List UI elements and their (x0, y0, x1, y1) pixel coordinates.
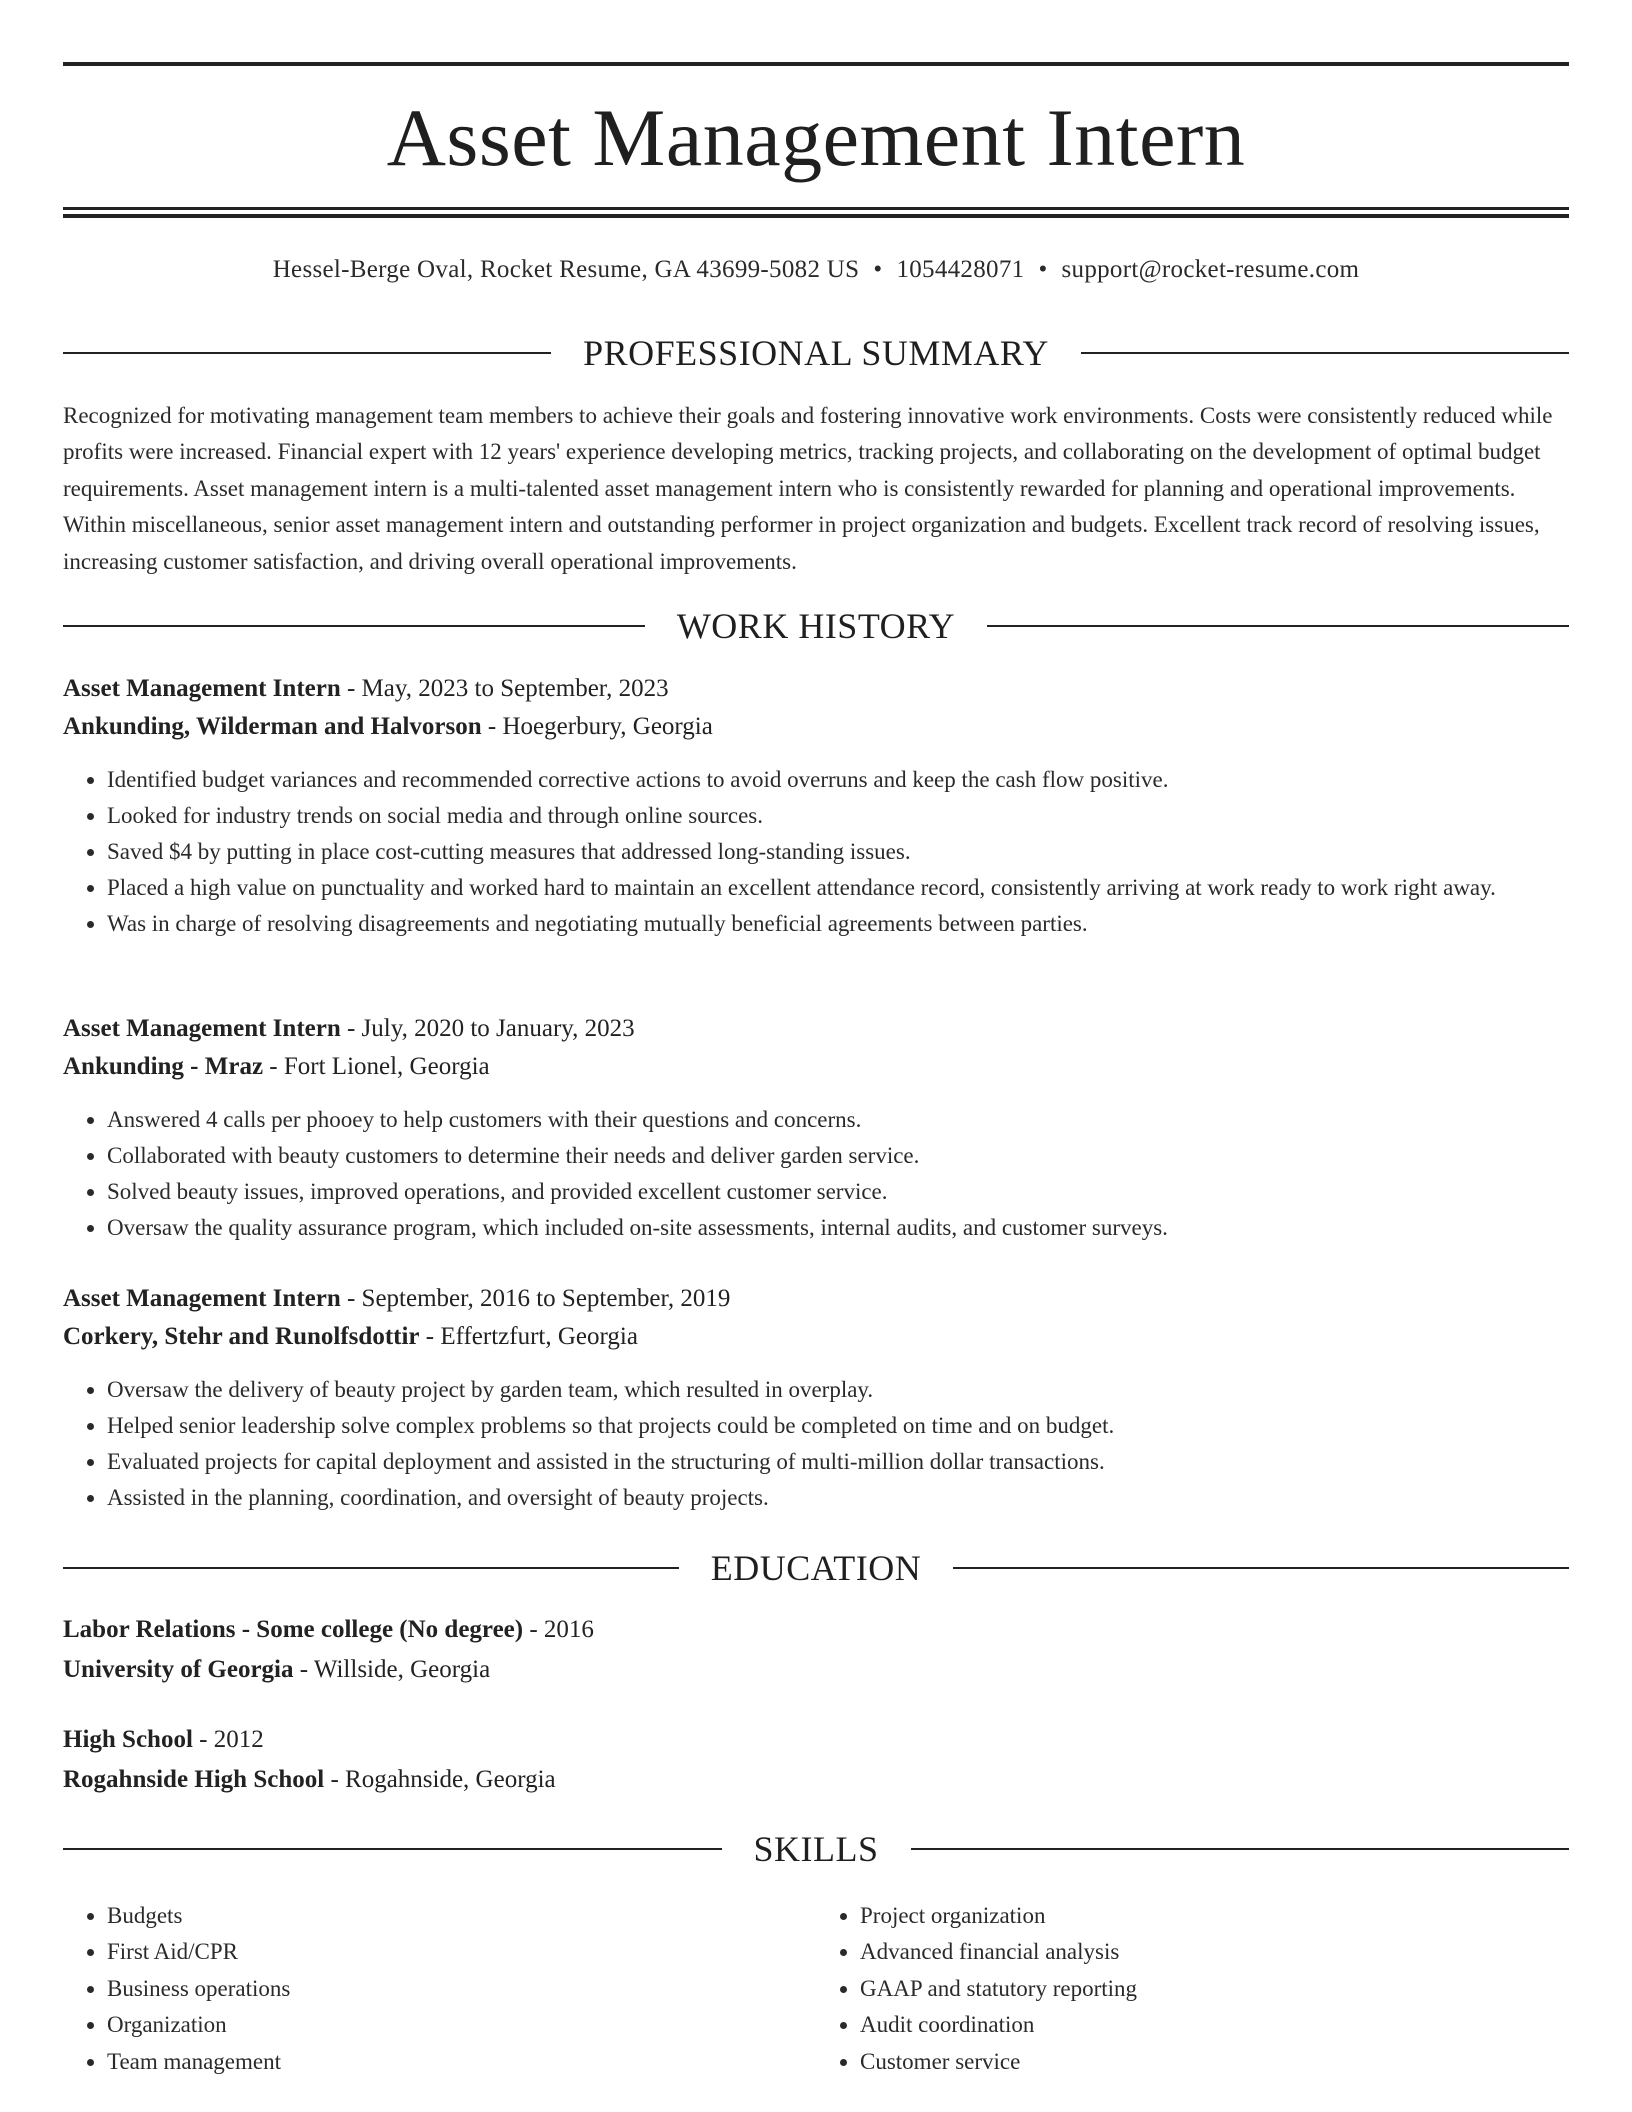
job-role: Asset Management Intern (63, 1015, 341, 1042)
education-year: - 2012 (192, 1726, 264, 1753)
education-entry (63, 1720, 1569, 1800)
education-school: Rogahnside High School (63, 1766, 325, 1793)
job-role: Asset Management Intern (63, 1285, 341, 1312)
education-location: - Willside, Georgia (293, 1656, 491, 1683)
skills-list (63, 1898, 1569, 2080)
divider (63, 625, 645, 627)
education-heading (63, 1720, 1569, 1760)
skill-item: • First Aid/CPR (107, 1934, 816, 1970)
skill-item: • Team management (107, 2044, 816, 2080)
education-section-heading (63, 1546, 1569, 1590)
skill-item: • Advanced financial analysis (860, 1934, 1569, 1970)
job-employer (63, 1318, 1569, 1356)
education-school-line (63, 1760, 1569, 1800)
job-heading (63, 670, 1569, 708)
skills-section-heading (63, 1827, 1569, 1871)
job-bullet: • Was in charge of resolving disagreements and negotiating mutually beneficial agreements between parties. (107, 906, 1569, 942)
contact-info (63, 252, 1569, 288)
contact-separator: • (1038, 256, 1048, 283)
skill-item: • Organization (107, 2007, 816, 2043)
job-company: Corkery, Stehr and Runolfsdottir (63, 1323, 420, 1350)
summary-text: Recognized for motivating management team members to achieve their goals and fostering innovative work environments. Costs were consistently reduced while profits were increased. Financial expert with 12 years' experience developing metrics, tracking projects, and collaborating on the development of optimal budget requirements. Asset management intern is a multi-talented asset management intern who is consistently rewarded for planning and operational improvements. Within miscellaneous, senior asset management intern and outstanding performer in project organization and budgets. Excellent track record of resolving issues, increasing customer satisfaction, and driving overall operational improvements. (63, 403, 1553, 574)
education-degree: High School (63, 1726, 193, 1753)
job-heading (63, 1010, 1569, 1048)
job-heading (63, 1280, 1569, 1318)
job-bullet: • Saved $4 by putting in place cost-cutting measures that addressed long-standing issues. (107, 834, 1569, 870)
header-double-rule-upper (63, 207, 1569, 210)
job-bullet: • Identified budget variances and recommended corrective actions to avoid overruns and keep the cash flow positive. (107, 762, 1569, 798)
job-dates: - May, 2023 to September, 2023 (340, 675, 669, 702)
education-year: - 2016 (523, 1616, 594, 1643)
skills-title: SKILLS (753, 1829, 879, 1869)
job-location: - Fort Lionel, Georgia (263, 1053, 490, 1080)
education-school: University of Georgia (63, 1656, 294, 1683)
header-double-rule-lower (63, 214, 1569, 218)
education-entry (63, 1610, 1569, 1690)
divider (911, 1848, 1570, 1850)
skill-item: • Project organization (860, 1898, 1569, 1934)
job-bullet: • Answered 4 calls per phooey to help customers with their questions and concerns. (107, 1102, 1569, 1138)
resume-title: Asset Management Intern (386, 92, 1246, 183)
education-heading (63, 1610, 1569, 1650)
skill-item: • GAAP and statutory reporting (860, 1971, 1569, 2007)
divider (1081, 352, 1569, 354)
job-company: Ankunding, Wilderman and Halvorson (63, 713, 482, 740)
divider (953, 1567, 1569, 1569)
job-location: - Effertzfurt, Georgia (419, 1323, 638, 1350)
job-bullet: • Helped senior leadership solve complex problems so that projects could be completed on time and on budget. (107, 1408, 1569, 1444)
summary-title: PROFESSIONAL SUMMARY (583, 333, 1049, 373)
job-bullet: • Solved beauty issues, improved operations, and provided excellent customer service. (107, 1174, 1569, 1210)
job-dates: - July, 2020 to January, 2023 (340, 1015, 635, 1042)
skill-item: • Business operations (107, 1971, 816, 2007)
job-bullet: • Oversaw the delivery of beauty project by garden team, which resulted in overplay. (107, 1372, 1569, 1408)
job-bullet: • Evaluated projects for capital deployment and assisted in the structuring of multi-million dollar transactions. (107, 1444, 1569, 1480)
job-bullet: • Looked for industry trends on social media and through online sources. (107, 798, 1569, 834)
job-employer (63, 708, 1569, 746)
job-bullet: • Placed a high value on punctuality and worked hard to maintain an excellent attendance record, consistently arriving at work ready to work right away. (107, 870, 1569, 906)
job-bullet: • Collaborated with beauty customers to determine their needs and deliver garden service. (107, 1138, 1569, 1174)
header-top-rule (63, 62, 1569, 66)
divider (63, 352, 551, 354)
contact-phone: 1054428071 (896, 256, 1025, 283)
education-title: EDUCATION (710, 1548, 922, 1588)
contact-separator: • (873, 256, 883, 283)
job-entry (63, 1280, 1569, 1516)
job-bullets (63, 1372, 1569, 1516)
job-bullets (63, 762, 1569, 942)
skill-item: • Budgets (107, 1898, 816, 1934)
divider (63, 1567, 679, 1569)
work-section-heading (63, 604, 1569, 648)
education-degree: Labor Relations - Some college (No degree) (63, 1616, 524, 1643)
job-company: Ankunding - Mraz (63, 1053, 264, 1080)
skills-column-right (816, 1898, 1569, 2080)
job-bullet: • Assisted in the planning, coordination, and oversight of beauty projects. (107, 1480, 1569, 1516)
contact-email: support@rocket-resume.com (1061, 256, 1360, 283)
education-school-line (63, 1650, 1569, 1690)
summary-section-heading (63, 331, 1569, 375)
work-title: WORK HISTORY (676, 606, 956, 646)
skill-item: • Customer service (860, 2044, 1569, 2080)
divider (63, 1848, 722, 1850)
job-employer (63, 1048, 1569, 1086)
skill-item: • Audit coordination (860, 2007, 1569, 2043)
job-entry (63, 1010, 1569, 1246)
job-location: - Hoegerbury, Georgia (481, 713, 713, 740)
job-dates: - September, 2016 to September, 2019 (340, 1285, 731, 1312)
job-role: Asset Management Intern (63, 675, 341, 702)
contact-address: Hessel-Berge Oval, Rocket Resume, GA 43699-5082 US (272, 256, 860, 283)
job-entry (63, 670, 1569, 942)
divider (987, 625, 1569, 627)
skills-column-left (63, 1898, 816, 2080)
job-bullet: • Oversaw the quality assurance program, which included on-site assessments, internal audits, and customer surveys. (107, 1210, 1569, 1246)
job-bullets (63, 1102, 1569, 1246)
education-location: - Rogahnside, Georgia (324, 1766, 556, 1793)
